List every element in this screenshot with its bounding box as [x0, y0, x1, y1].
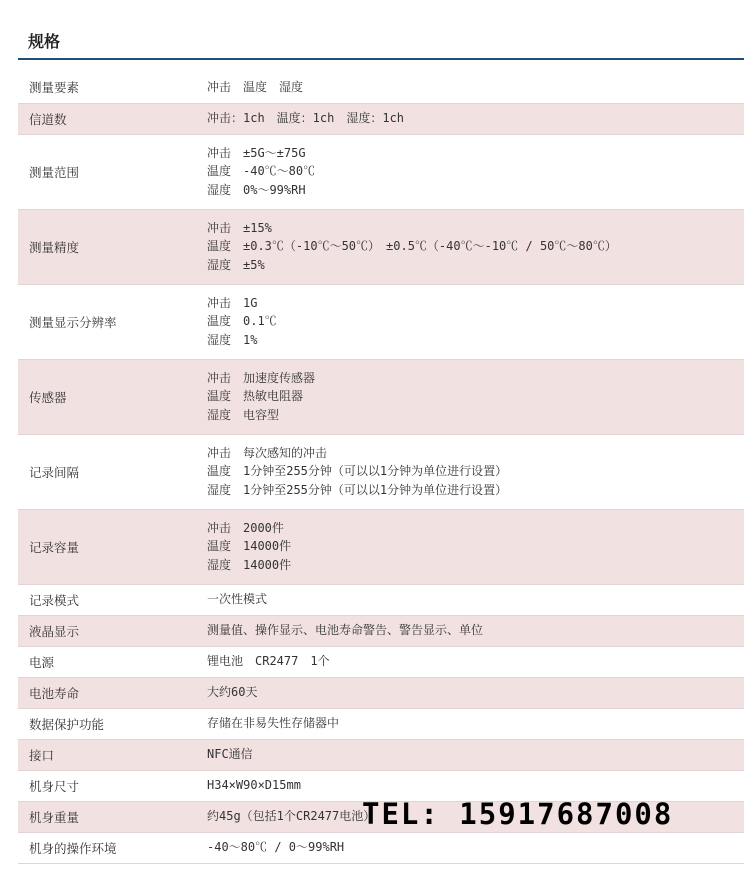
spec-value-line: 一次性模式 [207, 592, 268, 607]
spec-value-line: 湿度 1% [207, 332, 258, 347]
spec-value-line: 冲击 ±15% [207, 220, 272, 235]
spec-value-line: 冲击 1G [207, 295, 258, 310]
spec-row [18, 209, 744, 284]
spec-label: 记录间隔 [18, 434, 199, 509]
spec-value-line: 冲击 ±5G～±75G [207, 145, 306, 160]
spec-value [199, 677, 744, 708]
spec-value [199, 615, 744, 646]
spec-label: 液晶显示 [18, 615, 199, 646]
spec-row [18, 284, 744, 359]
spec-value-line: 湿度 电容型 [207, 407, 280, 422]
spec-value [199, 209, 744, 284]
spec-table [18, 72, 744, 864]
spec-value-line: 测量值、操作显示、电池寿命警告、警告显示、单位 [207, 623, 484, 638]
spec-value [199, 739, 744, 770]
spec-value-line: 温度 1分钟至255分钟（可以以1分钟为单位进行设置） [207, 464, 508, 479]
spec-label: 测量精度 [18, 209, 199, 284]
spec-value [199, 434, 744, 509]
spec-label: 机身尺寸 [18, 770, 199, 801]
spec-value-line: 温度 0.1℃ [207, 314, 277, 329]
spec-label: 信道数 [18, 103, 199, 134]
spec-label: 记录容量 [18, 509, 199, 584]
spec-row [18, 434, 744, 509]
spec-row [18, 103, 744, 134]
spec-value-line: 冲击：1ch 温度：1ch 湿度：1ch [207, 111, 405, 126]
spec-row [18, 677, 744, 708]
spec-label: 测量要素 [18, 72, 199, 103]
spec-value-line: H34×W90×D15mm [207, 778, 301, 793]
spec-value [199, 832, 744, 863]
spec-row [18, 134, 744, 209]
spec-row [18, 739, 744, 770]
spec-row [18, 832, 744, 863]
spec-header [18, 26, 744, 60]
spec-label: 电池寿命 [18, 677, 199, 708]
spec-value [199, 72, 744, 103]
spec-value-line: 湿度 0%～99%RH [207, 182, 306, 197]
spec-value [199, 103, 744, 134]
spec-value [199, 284, 744, 359]
spec-label: 传感器 [18, 359, 199, 434]
spec-row [18, 509, 744, 584]
spec-value-line: 温度 热敏电阻器 [207, 389, 304, 404]
spec-value-line: 锂电池 CR2477 1个 [207, 654, 330, 669]
spec-row [18, 72, 744, 103]
spec-label: 接口 [18, 739, 199, 770]
spec-value-line: 冲击 加速度传感器 [207, 370, 316, 385]
spec-row [18, 708, 744, 739]
spec-value-line: 存储在非易失性存储器中 [207, 716, 340, 731]
spec-label: 机身重量 [18, 801, 199, 832]
spec-label: 电源 [18, 646, 199, 677]
section-title: 规格 [28, 32, 61, 51]
spec-label: 数据保护功能 [18, 708, 199, 739]
spec-value-line: 温度 14000件 [207, 539, 292, 554]
spec-value-line: 温度 -40℃～80℃ [207, 164, 316, 179]
spec-row [18, 584, 744, 615]
spec-value-line: 冲击 每次感知的冲击 [207, 445, 328, 460]
spec-value-line: 约45g（包括1个CR2477电池） [207, 809, 376, 824]
phone-watermark: TEL: 15917687008 [362, 797, 674, 831]
spec-value-line: 湿度 14000件 [207, 557, 292, 572]
spec-value-line: -40～80℃ / 0～99%RH [207, 840, 345, 855]
spec-label: 机身的操作环境 [18, 832, 199, 863]
spec-value-line: 湿度 ±5% [207, 257, 265, 272]
spec-value-line: 大约60天 [207, 685, 258, 700]
spec-value [199, 646, 744, 677]
spec-label: 测量显示分辨率 [18, 284, 199, 359]
spec-value-line: 冲击 温度 湿度 [207, 80, 304, 94]
spec-value-line: 温度 ±0.3℃（-10℃～50℃） ±0.5℃（-40℃～-10℃ / 50℃～80℃） [207, 239, 617, 254]
spec-value [199, 509, 744, 584]
spec-value-line: NFC通信 [207, 747, 253, 762]
spec-value [199, 359, 744, 434]
spec-value [199, 584, 744, 615]
spec-label: 记录模式 [18, 584, 199, 615]
spec-row [18, 615, 744, 646]
spec-value [199, 134, 744, 209]
spec-value [199, 708, 744, 739]
spec-row [18, 646, 744, 677]
spec-value-line: 冲击 2000件 [207, 520, 284, 535]
spec-label: 测量范围 [18, 134, 199, 209]
spec-value-line: 湿度 1分钟至255分钟（可以以1分钟为单位进行设置） [207, 482, 508, 497]
spec-row [18, 359, 744, 434]
